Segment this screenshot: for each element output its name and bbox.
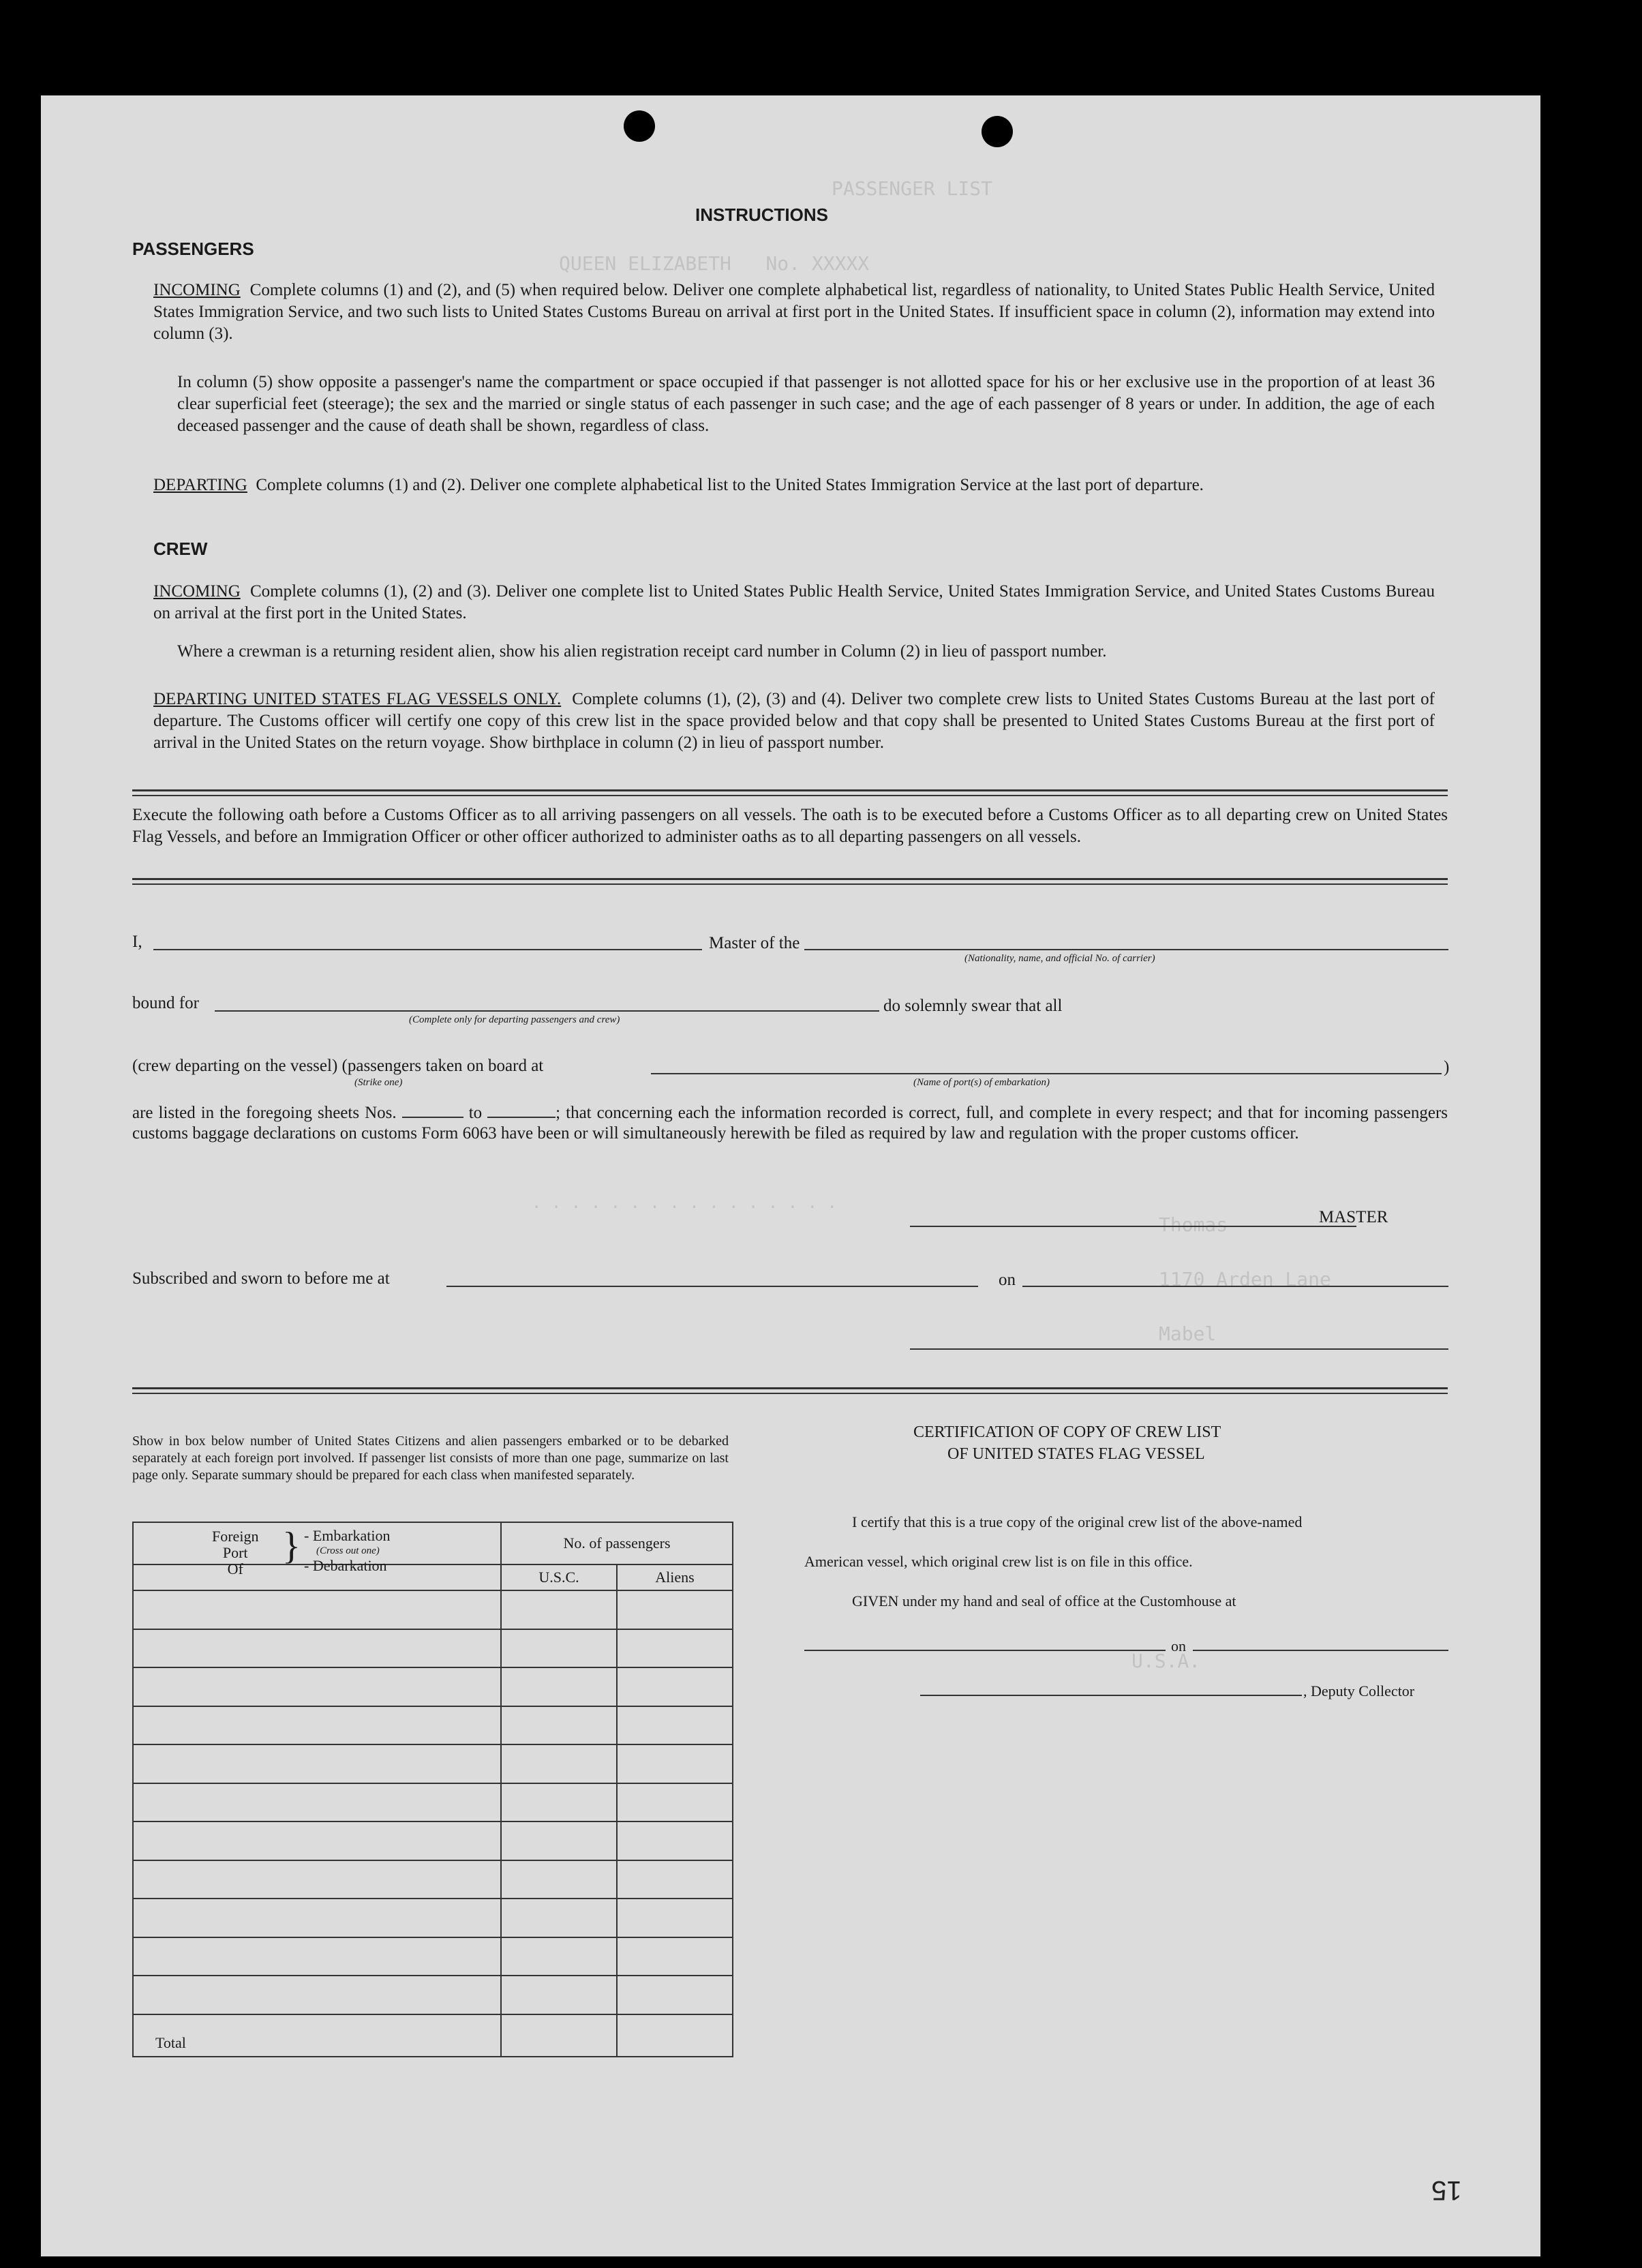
oath-master-of-the: Master of the <box>709 934 800 952</box>
crew-departing-text: Complete columns (1), (2), (3) and (4). Deliver two complete crew lists to United States Customs Bureau at the last port of departure. The Customs officer will certify one copy of this crew list in the space provided below and that copy shall be presented to United States Customs Bureau at the first port of arrival in the United States on the return voyage. Show birthplace in column (2) in lieu of passport number. <box>153 690 1435 752</box>
table-row <box>133 1937 733 1976</box>
given-line: GIVEN under my hand and seal of office at the Customhouse at <box>852 1592 1236 1609</box>
certification-title-1: CERTIFICATION OF COPY OF CREW LIST <box>913 1423 1221 1441</box>
certify-line-2: American vessel, which original crew list is on file in this office. <box>804 1553 1193 1570</box>
table-row <box>133 1744 733 1783</box>
usc-header: U.S.C. <box>501 1564 617 1590</box>
section-passengers: PASSENGERS <box>132 239 254 259</box>
carrier-field[interactable] <box>804 949 1448 950</box>
page-number: 15 <box>1431 2175 1462 2205</box>
cert-date-field[interactable] <box>1193 1650 1448 1651</box>
sworn-place-field[interactable] <box>446 1286 978 1287</box>
oath-crew-departing: (crew departing on the vessel) (passengers taken on board at <box>132 1057 544 1075</box>
summary-table <box>132 1522 733 2057</box>
sworn-on-label: on <box>999 1271 1016 1289</box>
divider <box>132 789 1448 796</box>
master-signature-field[interactable] <box>910 1226 1356 1227</box>
port-note: (Name of port(s) of embarkation) <box>913 1077 1050 1088</box>
deputy-collector-label: , Deputy Collector <box>1303 1682 1415 1699</box>
total-label: Total <box>133 2014 501 2057</box>
summary-note: Show in box below number of United States Citizens and alien passengers embarked or to be debarked separately at each foreign port involved. If passenger list consists of more than one page, summarize on last page only. Separate summary should be prepared for each class when manifested separately. <box>132 1434 729 1483</box>
close-paren: ) <box>1444 1058 1450 1076</box>
table-row <box>133 1783 733 1822</box>
master-name-field[interactable] <box>153 949 702 950</box>
departing-label: DEPARTING <box>153 476 247 494</box>
table-row <box>133 1860 733 1899</box>
punch-hole <box>624 110 655 142</box>
embarkation-port-field[interactable] <box>651 1073 1442 1074</box>
certification-title-2: OF UNITED STATES FLAG VESSEL <box>947 1445 1205 1463</box>
no-of-passengers-header: No. of passengers <box>501 1522 733 1564</box>
table-row <box>133 1976 733 2014</box>
port-header: Foreign Port Of } - Embarkation (Cross out one) - Debarkation <box>133 1522 501 1564</box>
oath-i: I, <box>132 933 142 951</box>
divider <box>132 878 1448 885</box>
table-row <box>133 1899 733 1937</box>
punch-hole <box>982 116 1013 147</box>
sworn-date-field[interactable] <box>1022 1286 1448 1287</box>
subscribed-label: Subscribed and sworn to before me at <box>132 1269 390 1288</box>
master-label: MASTER <box>1319 1208 1388 1226</box>
incoming-label: INCOMING <box>153 281 241 299</box>
crew-departing <box>153 689 1435 754</box>
customhouse-field[interactable] <box>804 1650 1166 1651</box>
oath-sheets: are listed in the foregoing sheets Nos. to ; that concerning each the information recorded is correct, full, and complete in every respect; and that for incoming passengers customs baggage declarations on customs Form 6063 have been or will simultaneously herewith be filed as required by law and regulation with the proper customs officer. <box>132 1104 1448 1143</box>
carrier-note: (Nationality, name, and official No. of carrier) <box>964 953 1155 964</box>
page-title: INSTRUCTIONS <box>695 205 828 225</box>
officer-signature-field[interactable] <box>910 1348 1448 1350</box>
oath-swear: do solemnly swear that all <box>883 997 1063 1015</box>
crew-resident: Where a crewman is a returning resident alien, show his alien registration receipt card number in Column (2) in lieu of passport number. <box>177 642 1107 661</box>
section-crew: CREW <box>153 539 208 559</box>
crew-incoming-text: Complete columns (1), (2) and (3). Deliver one complete list to United States Public Health Service, United States Immigration Service, and United States Customs Bureau on arrival at the first port in the United States. <box>153 582 1435 622</box>
form-sheet: PASSENGER LIST QUEEN ELIZABETH No. XXXXX Thomas 1170 Arden Lane Mabel U.S.A. INSTRUCTIONS PASSENGERS INCOMING Complete columns (1) and (2), and (5) when required below. Deliver one complete alphabetical list, regardless of nationality, to United States Public Health Service, United States Immigration Service, and two such lists to United States Customs Bureau on arrival at first port in the United States. If insufficient space in column (2), information may extend into column (3). In column (5) show opposite a passenger's name the compartment or space occupied if that passenger is not allotted space for his or her exclusive use in the proportion of at least 36 clear superficial feet (steerage); the sex and the married or single status of each passenger in such case; and the age of each passenger of 8 years or under. In addition, the age of each deceased passenger and the cause of death shall be shown, regardless of class. DEPARTING Complete columns (1) and (2). Deliver one complete alphabetical list to the United States Immigration Service at the last port of departure. CREW INCOMING Complete columns (1), (2) and (3). Deliver one complete list to United States Public Health Service, United States Immigration Service, and United States Customs Bureau on arrival at the first port in the United States. Where a crewman is a returning resident alien, show his alien registration receipt card number in Column (2) in lieu of passport number. DEPARTING UNITED STATES FLAG VESSELS ONLY. Complete columns (1), (2), (3) and (4). Deliver two complete crew lists to United States Customs Bureau at the last port of departure. The Customs officer will certify one copy of this crew list in the space provided below and that copy shall be presented to United States Customs Bureau at the first port of arrival in the United States on the return voyage. Show birthplace in column (2) in lieu of passport number. Execute the following oath before a Customs Officer as to all arriving passengers on all vessels. The oath is to be executed before a Customs Officer as to all departing crew on United States Flag Vessels, and before an Immigration Officer or other officer authorized to administer oaths as to all departing passengers on all vessels. I, Master of the (Nationality, name, and official No. of carrier) bound for (Complete only for departing passengers and crew) do solemnly swear that all (crew departing on the vessel) (passengers taken on board at (Strike one) ) (Name of port(s) of embarkation) are listed in the foregoing sheets Nos. to ; that concerning each the information recorded is correct, full, and complete in every respect; and that for incoming passengers customs baggage declarations on customs Form 6063 have been or will simultaneously herewith be filed as required by law and regulation with the proper customs officer. . . . . . . . . . . . . . . . . MASTER Subscribed and sworn to before me at on Show in box below number of United States Citizens and alien passengers embarked or to be debarked separately at each foreign port involved. If passenger list consists of more than one page, summarize on last page only. Separate summary should be prepared for each class when manifested separately. Foreign Port Of } - Embarkation (Cross out one) - Debarkation No. of passengers U.S.C. Aliens Total CERTIFICATION OF COPY OF CREW LIST OF UNITED STATES FLAG VESSEL I certify that this is a true copy of the original crew list of the above-named American vessel, which original crew list is on file in this office. GIVEN under my hand and seal of office at the Customhouse at on , Deputy Collector 15 <box>41 95 1540 2256</box>
deputy-signature-field[interactable] <box>920 1695 1302 1696</box>
crew-departing-label: DEPARTING UNITED STATES FLAG VESSELS ONLY. <box>153 690 562 708</box>
table-row <box>133 1706 733 1745</box>
cert-on-label: on <box>1171 1637 1186 1654</box>
passengers-departing <box>153 474 1435 496</box>
oath-intro: Execute the following oath before a Customs Officer as to all arriving passengers on all vessels. The oath is to be executed before a Customs Officer as to all departing crew on United States Flag Vessels, and before an Immigration Officer or other officer authorized to administer oaths as to all departing passengers on all vessels. <box>132 806 1448 846</box>
oath-bound-for: bound for <box>132 994 199 1012</box>
passengers-column5: In column (5) show opposite a passenger's name the compartment or space occupied if that passenger is not allotted space for his or her exclusive use in the proportion of at least 36 clear superficial feet (steerage); the sex and the married or single status of each passenger in such case; and the age of each passenger of 8 years or under. In addition, the age of each deceased passenger and the cause of death shall be shown, regardless of class. <box>177 373 1435 435</box>
table-row <box>133 1821 733 1860</box>
incoming-text: Complete columns (1) and (2), and (5) when required below. Deliver one complete alphabetical list, regardless of nationality, to United States Public Health Service, United States Immigration Service, and two such lists to United States Customs Bureau on arrival at first port in the United States. If insufficient space in column (2), information may extend into column (3). <box>153 281 1435 343</box>
departing-text: Complete columns (1) and (2). Deliver one complete alphabetical list to the United States Immigration Service at the last port of departure. <box>256 476 1204 494</box>
crew-incoming-label: INCOMING <box>153 582 241 601</box>
table-row <box>133 1629 733 1668</box>
table-row <box>133 1590 733 1629</box>
bound-note: (Complete only for departing passengers and crew) <box>409 1014 620 1025</box>
bound-for-field[interactable] <box>215 1010 879 1012</box>
total-row <box>133 2014 733 2057</box>
strike-one-note: (Strike one) <box>354 1077 403 1088</box>
table-row <box>133 1667 733 1706</box>
certify-line-1: I certify that this is a true copy of the original crew list of the above-named <box>852 1513 1303 1530</box>
crew-incoming <box>153 581 1435 624</box>
divider <box>132 1387 1448 1394</box>
passengers-incoming <box>153 279 1435 345</box>
aliens-header: Aliens <box>617 1564 733 1590</box>
